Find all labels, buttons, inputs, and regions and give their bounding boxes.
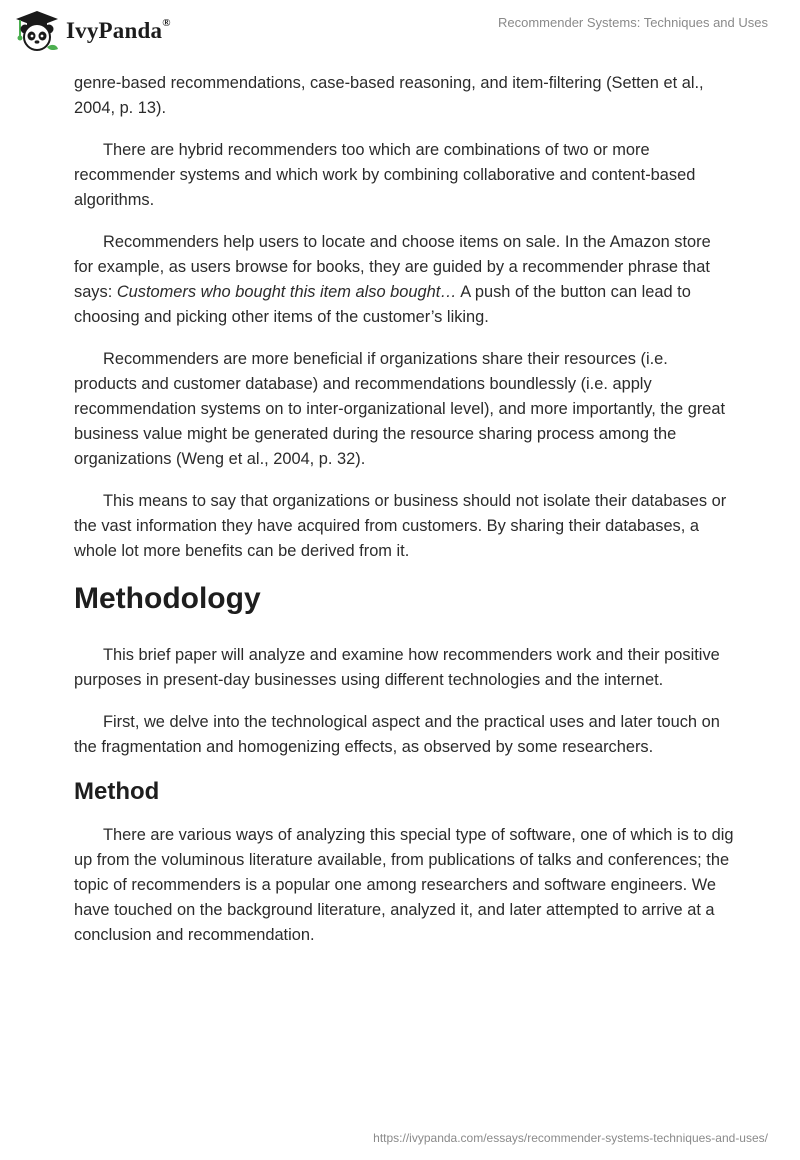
paragraph: genre-based recommendations, case-based reasoning, and item-filtering (Setten et al., 2004, p. 13). (74, 74, 704, 117)
paragraph-text: A push of the button can lead to choosing and picking other items of the customer’s liking. (74, 283, 691, 326)
paragraph (74, 230, 734, 330)
brand-name: IvyPanda® (66, 17, 171, 43)
paragraph: This means to say that organizations or business should not isolate their databases or the vast information they have acquired from customers. By sharing their databases, a whole lot more benefits can be derived from it. (74, 492, 727, 560)
paragraph: Recommenders are more beneficial if organizations share their resources (i.e. products and customer database) and recommendations boundlessly (i.e. apply recommendation systems on to inter-organizational level), and more importantly, the great business value might be generated during the resource sharing process among the organizations (Weng et al., 2004, p. 32). (74, 350, 726, 468)
document-title: Recommender Systems: Techniques and Uses (498, 15, 768, 30)
panda-graduate-icon (14, 9, 60, 53)
paragraph: This brief paper will analyze and examine how recommenders work and their positive purposes in present-day businesses using different technologies and the internet. (74, 646, 720, 689)
essay-content (74, 71, 734, 965)
section-heading-method: Method (74, 778, 160, 805)
page-header (0, 0, 800, 70)
ivypanda-logo[interactable] (14, 9, 171, 53)
paragraph: There are various ways of analyzing this special type of software, one of which is to dig up from the voluminous literature available, from publications of talks and conferences; the topic of recommenders is a popular one among researchers and software engineers. We have touched on the background literature, analyzed it, and later attempted to arrive at a conclusion and recommendation. (74, 826, 734, 944)
section-heading-methodology: Methodology (74, 582, 261, 615)
source-url[interactable]: https://ivypanda.com/essays/recommender-systems-techniques-and-uses/ (373, 1131, 768, 1145)
italic-quote: Customers who bought this item also bought… (116, 283, 457, 301)
paragraph: There are hybrid recommenders too which are combinations of two or more recommender systems and which work by combining collaborative and content-based algorithms. (74, 141, 696, 209)
paragraph: First, we delve into the technological aspect and the practical uses and later touch on the fragmentation and homogenizing effects, as observed by some researchers. (74, 713, 720, 756)
registered-mark: ® (162, 17, 171, 30)
paragraph-text: Recommenders help users to locate and choose items on sale. In the Amazon store for example, as users browse for books, they are guided by a recommender phrase that says: (74, 233, 711, 301)
